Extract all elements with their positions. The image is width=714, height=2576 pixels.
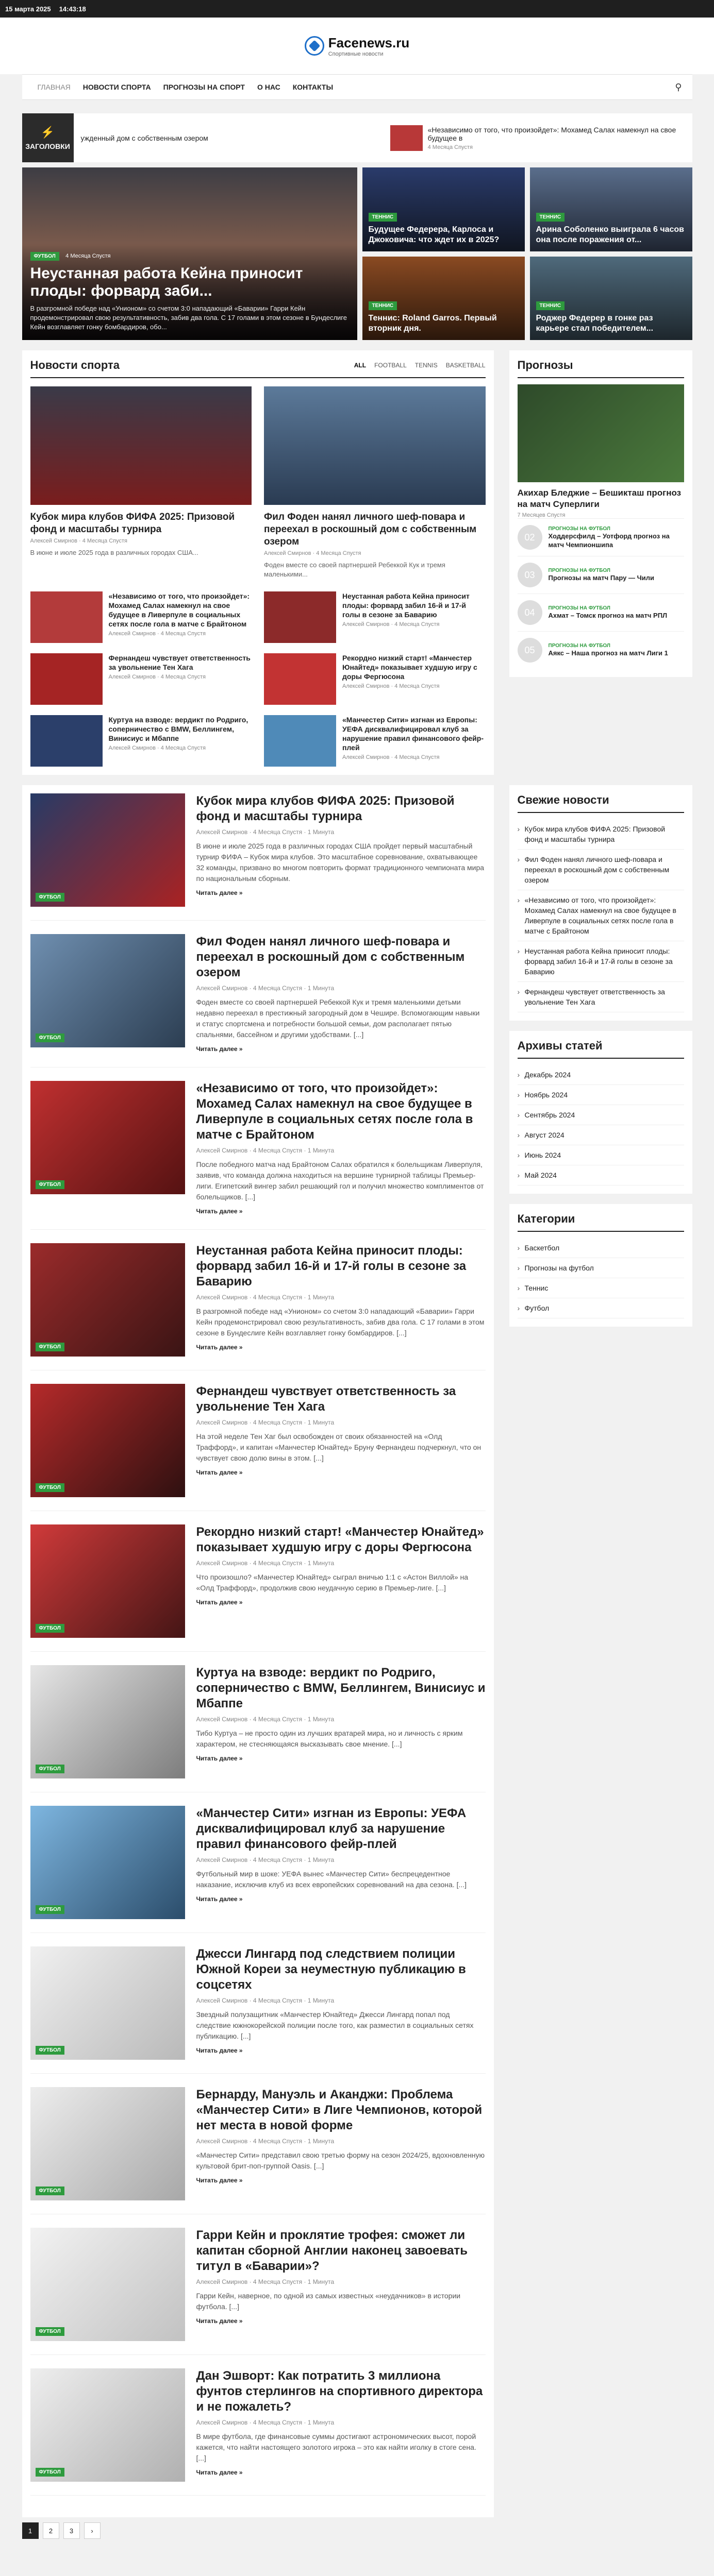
- search-icon[interactable]: ⚲: [675, 82, 682, 92]
- category-badge[interactable]: ФУТБОЛ: [36, 1180, 64, 1189]
- tab-football[interactable]: FOOTBALL: [374, 362, 407, 369]
- read-more-link[interactable]: Читать далее »: [196, 1045, 243, 1053]
- article-title[interactable]: Кубок мира клубов ФИФА 2025: Призовой фонд и масштабы турнира: [30, 512, 235, 535]
- post-excerpt: Звездный полузащитник «Манчестер Юнайтед» Джесси Лингард попал под следствие южнокорейской полиции после того, как разместил в социальных сетях публикацию. [...]: [196, 2010, 474, 2040]
- nav-home[interactable]: ГЛАВНАЯ: [37, 83, 71, 91]
- post-excerpt: Тибо Куртуа – не просто один из лучших вратарей мира, но и личность с ярким характером, не стесняющаяся высказывать свое мнение. [...]: [196, 1729, 463, 1748]
- post-title[interactable]: Бернарду, Мануэль и Аканджи: Проблема «Манчестер Сити» в Лиге Чемпионов, которой нет места в новой форме: [196, 2088, 483, 2132]
- post-meta: Алексей Смирнов · 4 Месяца Спустя · 1 Минута: [196, 985, 335, 992]
- article-image[interactable]: [30, 386, 252, 505]
- forecast-item[interactable]: [518, 594, 684, 631]
- page-link[interactable]: 3: [63, 2522, 80, 2539]
- category-badge[interactable]: ФУТБОЛ: [36, 1624, 64, 1633]
- category-badge[interactable]: ФУТБОЛ: [30, 252, 59, 261]
- featured-article[interactable]: [264, 386, 486, 579]
- post-meta: Алексей Смирнов · 4 Месяца Спустя · 1 Минута: [196, 1856, 335, 1863]
- list-item[interactable]: [264, 591, 486, 643]
- forecast-category[interactable]: ПРОГНОЗЫ НА ФУТБОЛ: [548, 526, 610, 532]
- ticker-label: [22, 113, 74, 162]
- category-badge[interactable]: ФУТБОЛ: [36, 2327, 64, 2336]
- archive-link[interactable]: › Ноябрь 2024: [518, 1085, 684, 1105]
- read-more-link[interactable]: Читать далее »: [196, 1208, 243, 1215]
- post-meta: Алексей Смирнов · 4 Месяца Спустя · 1 Минута: [196, 1419, 335, 1426]
- archive-widget: [509, 1031, 692, 1194]
- forecast-item[interactable]: [518, 556, 684, 594]
- section-title: Прогнозы: [518, 359, 684, 378]
- content-area-1: [22, 340, 692, 775]
- post-meta: Алексей Смирнов · 4 Месяца Спустя · 1 Минута: [196, 2138, 335, 2145]
- category-link[interactable]: › Баскетбол: [518, 1238, 684, 1258]
- article-meta: Алексей Смирнов · 4 Месяца Спустя: [342, 754, 440, 760]
- article-meta: Алексей Смирнов · 4 Месяца Спустя: [108, 674, 206, 680]
- article-excerpt: В июне и июле 2025 года в различных городах США...: [30, 549, 198, 556]
- post-image[interactable]: [30, 934, 185, 1047]
- post-image[interactable]: [30, 2368, 185, 2482]
- archive-link[interactable]: › Декабрь 2024: [518, 1065, 684, 1085]
- forecast-number: 04: [518, 600, 542, 625]
- post-title[interactable]: Фил Фоден нанял личного шеф-повара и переехал в роскошный дом с собственным озером: [196, 935, 465, 979]
- post-item: [30, 1806, 486, 1933]
- post-title[interactable]: Гарри Кейн и проклятие трофея: сможет ли капитан сборной Англии наконец завоевать титул в «Баварии»?: [196, 2228, 468, 2273]
- post-excerpt: В июне и июле 2025 года в различных городах США пройдет первый масштабный турнир ФИФА – Кубок мира клубов. Это масштабное соревнование, охватывающее 32 команды, призвано во многом повторить формат традиционного чемпионата мира по национальным сборным.: [196, 842, 485, 883]
- article-thumbnail[interactable]: [264, 591, 336, 643]
- read-more-link[interactable]: Читать далее »: [196, 1755, 243, 1762]
- category-tabs: [354, 362, 486, 369]
- page-link[interactable]: 2: [43, 2522, 59, 2539]
- post-title[interactable]: «Независимо от того, что произойдет»: Мохамед Салах намекнул на свое будущее в Ливерпуле в социальных сетях после гола в матче с Брайтоном: [196, 1081, 473, 1142]
- read-more-link[interactable]: Читать далее »: [196, 1469, 243, 1476]
- post-title[interactable]: Неустанная работа Кейна приносит плоды: форвард забил 16-й и 17-й голы в сезоне за Баварию: [196, 1244, 467, 1289]
- ticker-item[interactable]: [74, 134, 383, 142]
- article-title[interactable]: Рекордно низкий старт! «Манчестер Юнайтед» показывает худшую игру с доры Фергюсона: [342, 654, 477, 681]
- read-more-link[interactable]: Читать далее »: [196, 889, 243, 896]
- forecast-title[interactable]: Ахмат – Томск прогноз на матч РПЛ: [548, 612, 668, 619]
- article-title[interactable]: «Независимо от того, что произойдет»: Мохамед Салах намекнул на свое будущее в Ливерпуле в социальных сетях после гола в матче с Брайтоном: [108, 592, 250, 628]
- read-more-link[interactable]: Читать далее »: [196, 2469, 243, 2476]
- post-title[interactable]: «Манчестер Сити» изгнан из Европы: УЕФА дисквалифицировал клуб за нарушение правил финансового фейр-плей: [196, 1806, 467, 1851]
- hero-grid-item[interactable]: [362, 167, 525, 251]
- headlines-ticker: [22, 113, 692, 162]
- forecast-item[interactable]: [518, 518, 684, 556]
- article-meta: Алексей Смирнов · 4 Месяца Спустя: [264, 550, 361, 556]
- hero-grid-title[interactable]: Теннис: Roland Garros. Первый вторник дня.: [368, 314, 497, 333]
- post-title[interactable]: Кубок мира клубов ФИФА 2025: Призовой фонд и масштабы турнира: [196, 794, 455, 823]
- article-excerpt: Фоден вместе со своей партнершей Ребеккой Кук и тремя маленькими...: [264, 561, 445, 578]
- article-thumbnail[interactable]: [30, 653, 103, 705]
- site-name: Facenews.ru: [328, 35, 410, 50]
- category-badge[interactable]: ФУТБОЛ: [36, 893, 64, 902]
- page-link[interactable]: 1: [22, 2522, 39, 2539]
- nav-forecasts[interactable]: ПРОГНОЗЫ НА СПОРТ: [163, 83, 245, 91]
- pagination: [22, 2522, 494, 2539]
- nav-sports-news[interactable]: НОВОСТИ СПОРТА: [82, 83, 151, 91]
- post-excerpt: Фоден вместе со своей партнершей Ребеккой Кук и тремя маленькими детьми недавно переехал в престижный загородный дом в Чешире. Вспомогающим навыки и статус спортсмена и потребности большой семьи, дом располагает пятью спальнями, бассейном и другими удобствами. [...]: [196, 998, 480, 1039]
- ball-logo-icon: [305, 36, 324, 56]
- ticker-item-meta: 4 Месяца Спустя: [427, 144, 473, 150]
- hero-excerpt: В разгромной победе над «Унионом» со счетом 3:0 нападающий «Баварии» Гарри Кейн продемонстрировал свою результативность, забив два гола. С 17 голами в этом сезоне в Бундеслиге Кейн возглавляет гонку бомбардиров, обо...: [30, 304, 347, 331]
- article-meta: Алексей Смирнов · 4 Месяца Спустя: [108, 631, 206, 637]
- ticker-label-text: ЗАГОЛОВКИ: [25, 142, 70, 150]
- post-image[interactable]: [30, 1384, 185, 1497]
- post-meta: Алексей Смирнов · 4 Месяца Спустя · 1 Минута: [196, 1294, 335, 1301]
- post-title[interactable]: Джесси Лингард под следствием полиции Южной Кореи за неуместную публикацию в соцсетях: [196, 1947, 466, 1992]
- post-image[interactable]: [30, 1081, 185, 1194]
- post-image[interactable]: [30, 1665, 185, 1778]
- list-item[interactable]: [30, 715, 252, 767]
- article-title[interactable]: Фил Фоден нанял личного шеф-повара и переехал в роскошный дом с собственным озером: [264, 512, 477, 547]
- post-image[interactable]: [30, 2087, 185, 2200]
- post-excerpt: Что произошло? «Манчестер Юнайтед» сыграл вничью 1:1 с «Астон Виллой» на «Олд Траффорд», продолжив свою неудачную серию в Премьер-лиге. [...]: [196, 1573, 469, 1592]
- post-image[interactable]: [30, 1946, 185, 2060]
- post-image[interactable]: [30, 793, 185, 907]
- category-badge[interactable]: ФУТБОЛ: [36, 1343, 64, 1351]
- post-item: [30, 1081, 486, 1230]
- article-image[interactable]: [264, 386, 486, 505]
- archive-link[interactable]: › Май 2024: [518, 1165, 684, 1185]
- nav-contacts[interactable]: КОНТАКТЫ: [292, 83, 334, 91]
- category-link[interactable]: › Теннис: [518, 1278, 684, 1298]
- post-meta: Алексей Смирнов · 4 Месяца Спустя · 1 Минута: [196, 1147, 335, 1154]
- ticker-item[interactable]: [383, 125, 692, 151]
- category-badge[interactable]: ФУТБОЛ: [36, 1033, 64, 1042]
- category-badge[interactable]: ФУТБОЛ: [36, 2468, 64, 2477]
- post-item: [30, 1384, 486, 1511]
- hero-grid-title[interactable]: Роджер Федерер в гонке раз карьере стал победителем...: [536, 314, 654, 333]
- category-badge[interactable]: ТЕННИС: [369, 213, 397, 222]
- archive-link[interactable]: › Июнь 2024: [518, 1145, 684, 1165]
- article-thumbnail[interactable]: [264, 715, 336, 767]
- featured-article[interactable]: [30, 386, 252, 579]
- category-badge[interactable]: ФУТБОЛ: [36, 1765, 64, 1773]
- hero-section: [22, 167, 692, 340]
- post-meta: Алексей Смирнов · 4 Месяца Спустя · 1 Минута: [196, 1560, 335, 1567]
- category-link[interactable]: › Прогнозы на футбол: [518, 1258, 684, 1278]
- archive-link[interactable]: › Сентябрь 2024: [518, 1105, 684, 1125]
- next-page-link[interactable]: ›: [84, 2522, 101, 2539]
- read-more-link[interactable]: Читать далее »: [196, 1895, 243, 1903]
- list-item[interactable]: [264, 653, 486, 705]
- fresh-news-link[interactable]: › Фернандеш чувствует ответственность за увольнение Тен Хага: [518, 982, 684, 1012]
- fresh-news-widget: [509, 785, 692, 1021]
- list-item[interactable]: [264, 715, 486, 767]
- post-excerpt: На этой неделе Тен Хаг был освобожден от своих обязанностей на «Олд Траффорд», и капитан «Манчестер Юнайтед» Бруну Фернандеш подчеркнул, что он чувствует свою долю вины в этом. [...]: [196, 1432, 481, 1462]
- read-more-link[interactable]: Читать далее »: [196, 2047, 243, 2054]
- post-item: [30, 1524, 486, 1652]
- forecast-number: 05: [518, 638, 542, 663]
- post-meta: Алексей Смирнов · 4 Месяца Спустя · 1 Минута: [196, 2278, 335, 2285]
- forecast-item[interactable]: [518, 631, 684, 669]
- forecast-title[interactable]: Акихар Бледжие – Бешикташ прогноз на матч Суперлиги: [517, 488, 682, 509]
- post-title[interactable]: Дан Эшворт: Как потратить 3 миллиона фунтов стерлингов на спортивного директора и не пожалеть?: [196, 2369, 483, 2414]
- article-thumbnail[interactable]: [30, 591, 103, 643]
- post-excerpt: В разгромной победе над «Унионом» со счетом 3:0 нападающий «Баварии» Гарри Кейн продемонстрировал свою результативность, забив два гола. С 17 голами в этом сезоне в Бундеслиге Кейн возглавляет гонку бомбардиров. [...]: [196, 1307, 485, 1337]
- widget-title: Категории: [518, 1212, 684, 1232]
- ticker-thumbnail: [390, 125, 423, 151]
- article-title[interactable]: Фернандеш чувствует ответственность за увольнение Тен Хага: [108, 654, 251, 671]
- post-item: [30, 2228, 486, 2355]
- post-excerpt: «Манчестер Сити» представил свою третью форму на сезон 2024/25, вдохновленную культовой брит-поп-группой Oasis. [...]: [196, 2151, 485, 2170]
- category-badge[interactable]: ФУТБОЛ: [36, 2187, 64, 2195]
- forecast-number: 02: [518, 525, 542, 550]
- forecasts-block: [509, 350, 692, 677]
- sports-news-block: [22, 350, 494, 775]
- hero-grid-title[interactable]: Арина Соболенко выиграла 6 часов она после поражения от...: [536, 225, 685, 244]
- article-thumbnail[interactable]: [30, 715, 103, 767]
- date-text: 15 марта 2025: [5, 5, 51, 13]
- read-more-link[interactable]: Читать далее »: [196, 1599, 243, 1606]
- hero-grid: [362, 167, 692, 340]
- categories-widget: [509, 1204, 692, 1327]
- hero-grid-item[interactable]: [530, 257, 692, 341]
- post-excerpt: После победного матча над Брайтоном Салах обратился к болельщикам Ливерпуля, заявив, что команда должна находиться на вершине турнирной таблицы Премьер-лиги. Египетский вингер забил решающий гол и получил множество комплиментов от болельщиков. [...]: [196, 1160, 484, 1201]
- hero-grid-item[interactable]: [362, 257, 525, 341]
- post-title[interactable]: Куртуа на взводе: вердикт по Родриго, соперничество с BMW, Беллингем, Винисиус и Мбаппе: [196, 1666, 486, 1710]
- hero-meta: 4 Месяца Спустя: [65, 253, 111, 259]
- site-logo[interactable]: [305, 35, 410, 57]
- site-tagline: Спортивные новости: [328, 50, 384, 57]
- post-image[interactable]: [30, 1524, 185, 1638]
- header: [0, 18, 714, 74]
- category-badge[interactable]: ФУТБОЛ: [36, 2046, 64, 2055]
- post-image[interactable]: [30, 1806, 185, 1919]
- forecast-number: 03: [518, 563, 542, 587]
- post-image[interactable]: [30, 1243, 185, 1357]
- article-thumbnail[interactable]: [264, 653, 336, 705]
- content-area-2: [22, 775, 692, 2539]
- post-excerpt: Футбольный мир в шоке: УЕФА вынес «Манчестер Сити» беспрецедентное наказание, исключив клуб из всех европейских соревнований на два сезона. [...]: [196, 1870, 467, 1889]
- fresh-news-link[interactable]: › Фил Фоден нанял личного шеф-повара и переехал в роскошный дом с собственным озером: [518, 850, 684, 890]
- section-title: Новости спорта: [30, 359, 120, 371]
- category-badge[interactable]: ТЕННИС: [536, 213, 565, 222]
- forecast-title[interactable]: Ходдерсфилд – Уотфорд прогноз на матч Чемпионшипа: [548, 532, 670, 549]
- posts-list: [22, 785, 494, 2517]
- post-excerpt: Гарри Кейн, наверное, по одной из самых известных «неудачников» в истории футбола. [...]: [196, 2292, 461, 2311]
- post-title[interactable]: Рекордно низкий старт! «Манчестер Юнайтед» показывает худшую игру с доры Фергюсона: [196, 1525, 484, 1554]
- forecast-category[interactable]: ПРОГНОЗЫ НА ФУТБОЛ: [548, 605, 610, 611]
- post-meta: Алексей Смирнов · 4 Месяца Спустя · 1 Минута: [196, 828, 335, 836]
- post-meta: Алексей Смирнов · 4 Месяца Спустя · 1 Минута: [196, 1716, 335, 1723]
- post-item: [30, 2087, 486, 2214]
- post-item: [30, 2368, 486, 2496]
- lightning-icon: ⚡: [40, 125, 55, 139]
- category-badge[interactable]: ФУТБОЛ: [36, 1905, 64, 1914]
- list-item[interactable]: [30, 591, 252, 643]
- main-navigation: [22, 74, 692, 100]
- time-text: 14:43:18: [59, 5, 86, 13]
- article-meta: Алексей Смирнов · 4 Месяца Спустя: [342, 683, 440, 689]
- read-more-link[interactable]: Читать далее »: [196, 1344, 243, 1351]
- post-item: [30, 934, 486, 1067]
- category-link[interactable]: › Футбол: [518, 1298, 684, 1318]
- top-bar: [0, 0, 714, 18]
- hero-grid-item[interactable]: [530, 167, 692, 251]
- forecast-category[interactable]: ПРОГНОЗЫ НА ФУТБОЛ: [548, 643, 610, 649]
- article-meta: Алексей Смирнов · 4 Месяца Спустя: [30, 538, 127, 544]
- widget-title: Свежие новости: [518, 793, 684, 813]
- tab-tennis[interactable]: TENNIS: [414, 362, 438, 369]
- hero-main-article[interactable]: [22, 167, 357, 340]
- post-item: [30, 1665, 486, 1792]
- archive-link[interactable]: › Август 2024: [518, 1125, 684, 1145]
- post-meta: Алексей Смирнов · 4 Месяца Спустя · 1 Минута: [196, 1997, 335, 2004]
- read-more-link[interactable]: Читать далее »: [196, 2317, 243, 2325]
- category-badge[interactable]: ТЕННИС: [369, 301, 397, 310]
- forecast-category[interactable]: ПРОГНОЗЫ НА ФУТБОЛ: [548, 568, 610, 573]
- post-item: [30, 1243, 486, 1370]
- post-item: [30, 1946, 486, 2074]
- ticker-item-title: «Независимо от того, что произойдет»: Мохамед Салах намекнул на свое будущее в: [427, 125, 676, 142]
- post-title[interactable]: Фернандеш чувствует ответственность за увольнение Тен Хага: [196, 1384, 456, 1414]
- fresh-news-link[interactable]: › Неустанная работа Кейна приносит плоды: форвард забил 16-й и 17-й голы в сезоне за Баварию: [518, 941, 684, 982]
- article-title[interactable]: Куртуа на взводе: вердикт по Родриго, соперничество с BMW, Беллингем, Винисиус и Мбаппе: [108, 716, 248, 742]
- category-badge[interactable]: ТЕННИС: [536, 301, 565, 310]
- forecast-meta: 7 Месяцев Спустя: [517, 512, 566, 518]
- forecast-image[interactable]: [518, 384, 684, 482]
- hero-title[interactable]: Неустанная работа Кейна приносит плоды: форвард заби...: [30, 265, 303, 299]
- forecast-title[interactable]: Аякс – Наша прогноз на матч Лиги 1: [548, 649, 668, 657]
- widget-title: Архивы статей: [518, 1039, 684, 1059]
- hero-grid-title[interactable]: Будущее Федерера, Карлоса и Джоковича: что ждет их в 2025?: [368, 225, 500, 244]
- nav-about[interactable]: О НАС: [257, 83, 280, 91]
- category-badge[interactable]: ФУТБОЛ: [36, 1483, 64, 1492]
- article-meta: Алексей Смирнов · 4 Месяца Спустя: [342, 621, 440, 628]
- article-title[interactable]: Неустанная работа Кейна приносит плоды: форвард забил 16-й и 17-й голы в сезоне за Баварию: [342, 592, 470, 619]
- fresh-news-link[interactable]: › Кубок мира клубов ФИФА 2025: Призовой фонд и масштабы турнира: [518, 819, 684, 850]
- tab-basketball[interactable]: BASKETBALL: [445, 362, 486, 369]
- tab-all[interactable]: ALL: [354, 362, 367, 369]
- forecast-main[interactable]: [518, 384, 684, 518]
- post-image[interactable]: [30, 2228, 185, 2341]
- forecast-title[interactable]: Прогнозы на матч Пару — Чили: [548, 574, 655, 582]
- ticker-item-title: ужденный дом с собственным озером: [80, 133, 208, 142]
- fresh-news-link[interactable]: › «Независимо от того, что произойдет»: Мохамед Салах намекнул на свое будущее в Ливерпуле в социальных сетях после гола в матче с Брайтоном: [518, 890, 684, 941]
- list-item[interactable]: [30, 653, 252, 705]
- post-excerpt: В мире футбола, где финансовые суммы достигают астрономических высот, порой кажется, что найти настоящего золотого игрока – это как найти иголку в стоге сена. [...]: [196, 2432, 476, 2462]
- read-more-link[interactable]: Читать далее »: [196, 2177, 243, 2184]
- article-meta: Алексей Смирнов · 4 Месяца Спустя: [108, 745, 206, 751]
- post-item: [30, 793, 486, 921]
- article-title[interactable]: «Манчестер Сити» изгнан из Европы: УЕФА дисквалифицировал клуб за нарушение правил финансового фейр-плей: [342, 716, 484, 752]
- post-meta: Алексей Смирнов · 4 Месяца Спустя · 1 Минута: [196, 2419, 335, 2426]
